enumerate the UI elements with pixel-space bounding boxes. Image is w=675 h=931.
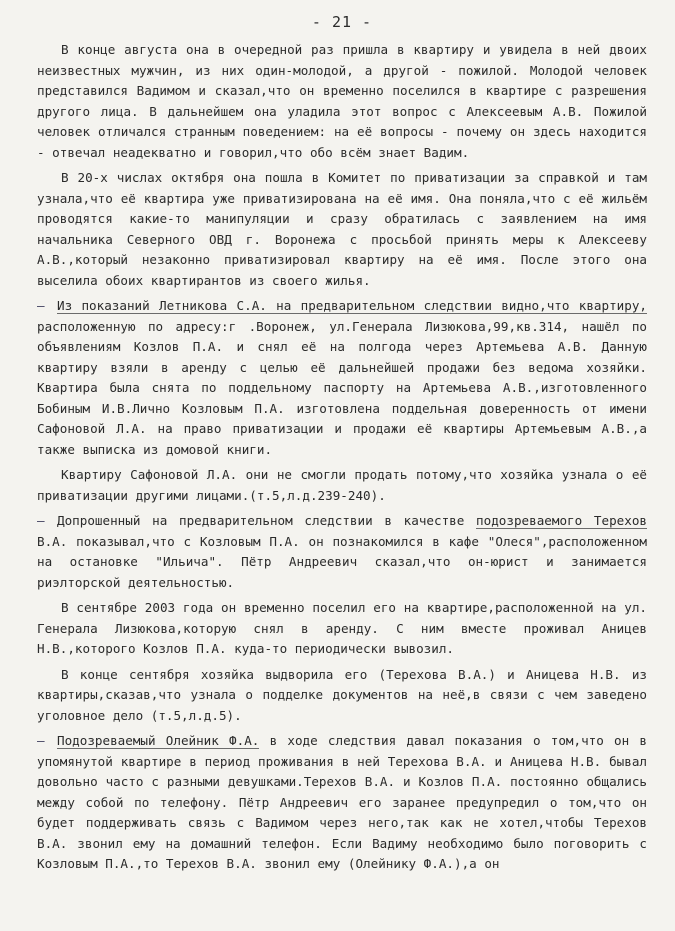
paragraph-2 xyxy=(37,168,647,291)
paragraph-4 xyxy=(37,465,647,506)
paragraph-6 xyxy=(37,598,647,660)
paragraph-7-text: В конце сентября хозяйка выдворила его (Терехова В.А.) и Аницева Н.В. из квартиры,сказав,что узнала о подделке документов на неё,в связи с чем заведено уголовное дело (т.5,л.д.5). xyxy=(37,666,647,723)
paragraph-3-text: расположенную по адресу:г .Воронеж, ул.Генерала Лизюкова,99,кв.314, нашёл по объявлениям Козлов П.А. и снял её на полгода через Артемьева А.В. Данную квартиру взяли в аренду с целью её дальнейшей продажи без ведома хозяйки. Квартира была снята по поддельному паспорту на Артемьева А.В.,изготовленного Бобиным И.В.Лично Козловым П.А. изготовлена поддельная доверенность от имени Сафоновой Л.А. на право приватизации и продажи её квартиры Артемьевым А.В.,а также выписка из домовой книги. xyxy=(37,318,647,457)
margin-dash-mark: — xyxy=(37,733,45,748)
paragraph-5-pre: Допрошенный на предварительном следствии в качестве xyxy=(57,513,477,528)
paragraph-3 xyxy=(37,296,647,460)
paragraph-2-text: В 20-х числах октября она пошла в Комитет по приватизации за справкой и там узнала,что её квартира уже приватизирована на её имя. Она поняла,что с её жильём проводятся какие-то манипуляции и сразу обратилась с заявлением на имя начальника Северного ОВД г. Воронежа с просьбой принять меры к Алексееву А.В.,который незаконно приватизировал квартиру на её имя. После этого она выселила обоих квартирантов из своего жилья. xyxy=(37,170,647,288)
paragraph-5 xyxy=(37,511,647,593)
paragraph-8 xyxy=(37,731,647,875)
paragraph-5-text: В.А. показывал,что с Козловым П.А. он познакомился в кафе "Олеся",расположенном на остановке "Ильича". Пётр Андреевич сказал,что он-юрист и занимается риэлторской деятельностью. xyxy=(37,533,647,590)
paragraph-1 xyxy=(37,40,647,163)
margin-dash-mark: — xyxy=(37,513,45,528)
paragraph-4-text: Квартиру Сафоновой Л.А. они не смогли продать потому,что хозяйка узнала о её приватизации другими лицами.(т.5,л.д.239-240). xyxy=(37,467,647,503)
paragraph-8-text: в ходе следствия давал показания о том,что он в упомянутой квартире в период проживания в ней Терехова В.А. и Аницева Н.В. бывал довольно часто с разными девушками.Терехов В.А. и Козлов П.А. постоянно общались между собой по телефону. Пётр Андреевич его заранее предупредил о том,что он будет поддерживать связь с Вадимом через него,так как не хотел,чтобы Терехов В.А. звонил ему на домашний телефон. Если Вадиму необходимо было поговорить с Козловым П.А.,то Терехов В.А. звонил ему (Олейнику Ф.А.),а он xyxy=(37,733,647,871)
paragraph-3-underlined: Из показаний Летникова С.А. на предварительном следствии видно,что квартиру, xyxy=(57,298,647,313)
paragraph-1-text: В конце августа она в очередной раз пришла в квартиру и увидела в ней двоих неизвестных мужчин, из них один-молодой, а другой - пожилой. Молодой человек представился Вадимом и сказал,что он временно поселился в квартире с разрешения другого лица. В дальнейшем она уладила этот вопрос с Алексеевым А.В. Пожилой человек отличался странным поведением: на её вопросы - почему он здесь находится - отвечал неадекватно и говорил,что обо всём знает Вадим. xyxy=(37,42,647,160)
paragraph-8-underlined: Подозреваемый Олейник Ф.А. xyxy=(57,733,260,748)
margin-dash-mark: — xyxy=(37,298,45,313)
paragraph-5-underlined: подозреваемого Терехов xyxy=(476,513,647,528)
paragraph-7 xyxy=(37,665,647,727)
page-number: - 21 - xyxy=(311,13,373,31)
paragraph-6-text: В сентябре 2003 года он временно поселил его на квартире,расположенной на ул. Генерала Лизюкова,которую снял в аренду. С ним вместе проживал Аницев Н.В.,которого Козлов П.А. куда-то периодически вывозил. xyxy=(37,600,647,656)
